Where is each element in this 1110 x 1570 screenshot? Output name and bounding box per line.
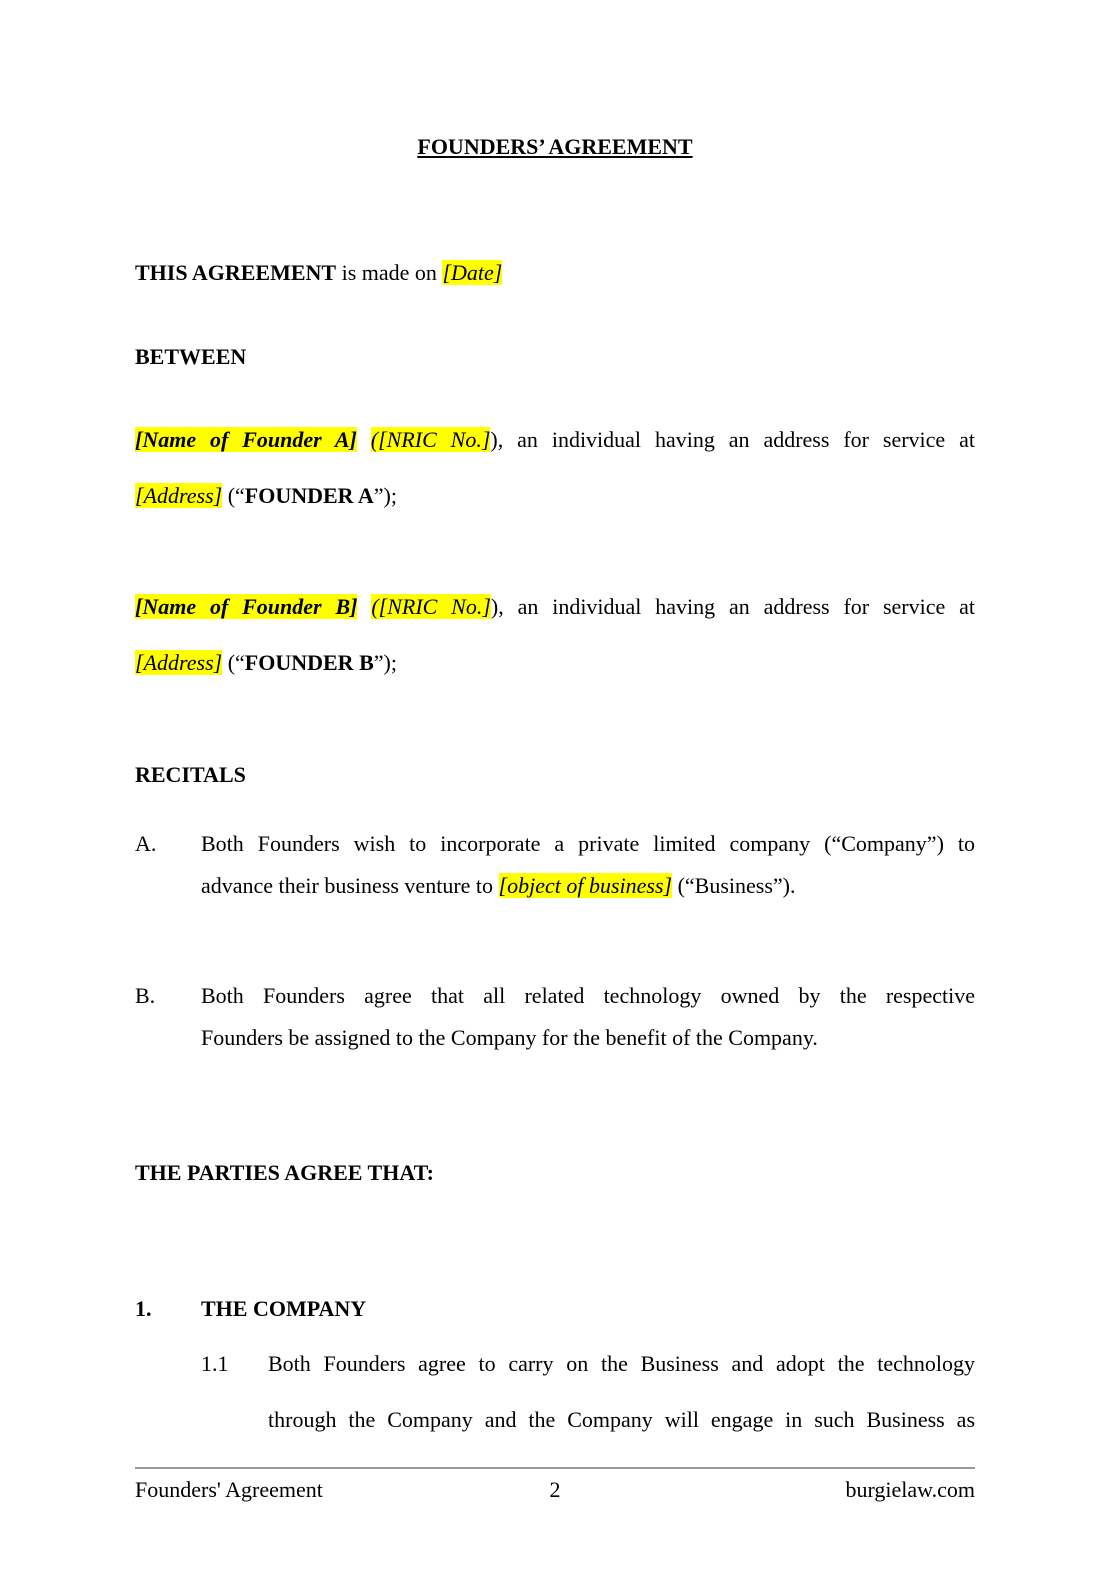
date-placeholder: [Date] (442, 260, 503, 285)
clause-1-1-number: 1.1 (201, 1351, 229, 1376)
agree-heading: THE PARTIES AGREE THAT: (135, 1160, 434, 1185)
between-heading: BETWEEN (135, 344, 247, 369)
clause-1-1-line2: through the Company and the Company will engage in such Business as (268, 1407, 975, 1432)
founder-a-text: an individual having an address for service at (503, 427, 975, 452)
founder-a-name: [Name of Founder A] (135, 427, 357, 452)
founder-a-close-quote: ”); (373, 483, 397, 508)
recital-a-letter: A. (135, 831, 157, 856)
object-of-business-placeholder: [object of business] (498, 873, 673, 898)
founder-a-nric: ([NRIC No.] (370, 427, 491, 452)
founder-a-open-quote: (“ (222, 483, 245, 508)
party-a-line2 (135, 483, 397, 509)
founder-a-nric-close: ), (490, 427, 504, 452)
founder-b-close-quote: ”); (373, 650, 397, 675)
footer-page-number: 2 (549, 1477, 561, 1502)
recital-a-pre: advance their business venture to (201, 873, 499, 898)
footer-left: Founders' Agreement (135, 1477, 323, 1502)
party-b-line1 (135, 594, 975, 620)
intro-text: is made on (336, 260, 443, 285)
founder-b-open-quote: (“ (222, 650, 245, 675)
document-title: FOUNDERS’ AGREEMENT (417, 134, 693, 159)
section-1-heading: THE COMPANY (201, 1296, 367, 1321)
founder-b-name: [Name of Founder B] (135, 594, 358, 619)
recital-a-post: (“Business”). (672, 873, 796, 898)
footer-right: burgielaw.com (845, 1477, 975, 1502)
recital-b-line1: Both Founders agree that all related technology owned by the respective (201, 983, 975, 1008)
footer-divider (135, 1467, 975, 1469)
founder-b-text: an individual having an address for service at (503, 594, 975, 619)
recital-b-line2: Founders be assigned to the Company for the benefit of the Company. (201, 1025, 818, 1050)
section-1-number: 1. (135, 1296, 152, 1321)
founder-b-address: [Address] (135, 650, 223, 675)
founder-a-label: FOUNDER A (244, 483, 374, 508)
clause-1-1-line1: Both Founders agree to carry on the Business and adopt the technology (268, 1351, 975, 1376)
recital-a-line2 (201, 873, 796, 899)
party-a-line1 (135, 427, 975, 453)
founder-b-nric: ([NRIC No.] (371, 594, 491, 619)
recital-b-letter: B. (135, 983, 156, 1008)
recitals-heading: RECITALS (135, 762, 246, 787)
founder-b-label: FOUNDER B (244, 650, 374, 675)
party-b-line2 (135, 650, 397, 676)
recital-a-line1: Both Founders wish to incorporate a private limited company (“Company”) to (201, 831, 975, 856)
agreement-intro (135, 260, 502, 286)
founder-a-address: [Address] (135, 483, 223, 508)
intro-bold: THIS AGREEMENT (135, 260, 337, 285)
founder-b-nric-close: ), (490, 594, 504, 619)
